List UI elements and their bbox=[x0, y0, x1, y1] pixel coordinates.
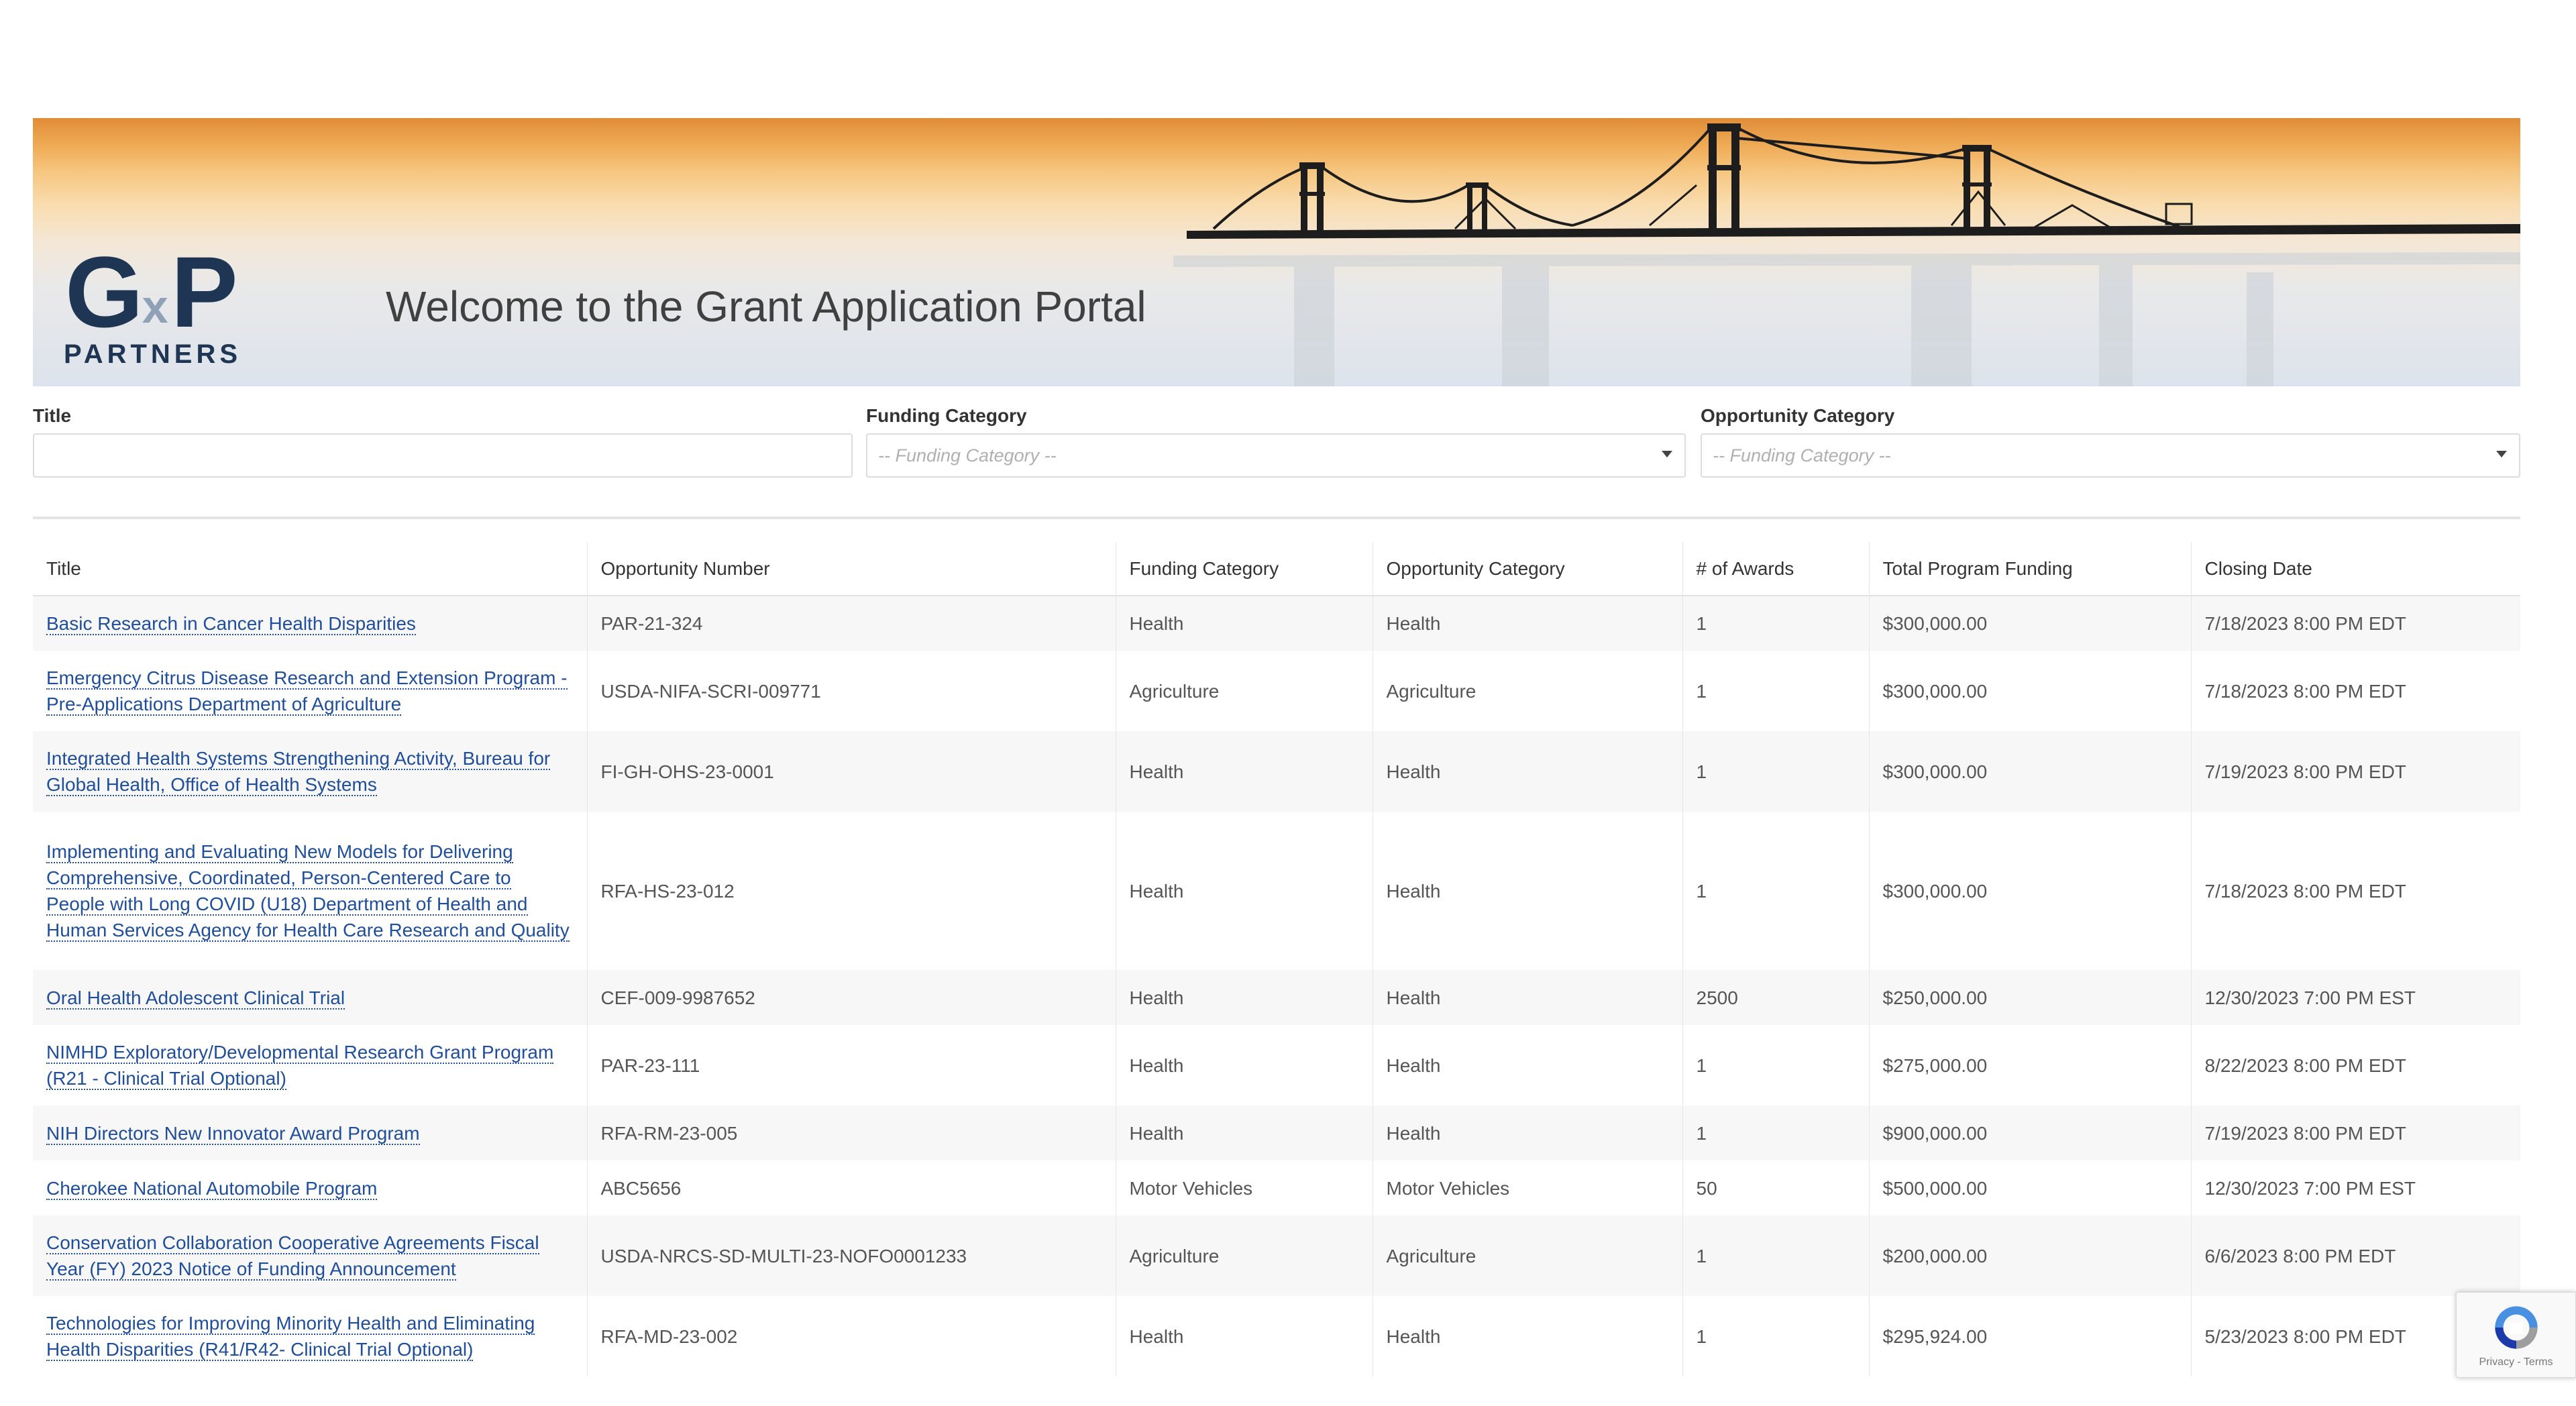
funding-category-label: Funding Category bbox=[866, 405, 1027, 426]
awards-cell: 1 bbox=[1682, 1215, 1869, 1296]
opportunity-category-label: Opportunity Category bbox=[1701, 405, 1895, 426]
opportunity-number-cell: RFA-RM-23-005 bbox=[587, 1105, 1116, 1160]
table-row bbox=[33, 812, 2520, 970]
total-funding-cell: $300,000.00 bbox=[1869, 731, 2191, 812]
opportunity-category-cell: Health bbox=[1373, 596, 1682, 651]
funding-category-cell: Motor Vehicles bbox=[1116, 1160, 1373, 1215]
logo-wordmark: PARTNERS bbox=[64, 339, 242, 369]
opportunity-category-placeholder: -- Funding Category -- bbox=[1713, 445, 1891, 466]
opportunity-number-cell: CEF-009-9987652 bbox=[587, 970, 1116, 1025]
grant-title-link[interactable]: Oral Health Adolescent Clinical Trial bbox=[46, 987, 345, 1008]
funding-category-cell: Health bbox=[1116, 731, 1373, 812]
awards-cell: 1 bbox=[1682, 651, 1869, 731]
funding-category-cell: Health bbox=[1116, 1025, 1373, 1105]
grant-title-cell bbox=[33, 651, 587, 731]
opportunity-category-cell: Health bbox=[1373, 970, 1682, 1025]
total-funding-cell: $900,000.00 bbox=[1869, 1105, 2191, 1160]
table-row bbox=[33, 970, 2520, 1025]
column-header-total-funding[interactable]: Total Program Funding bbox=[1869, 542, 2191, 596]
total-funding-cell: $250,000.00 bbox=[1869, 970, 2191, 1025]
closing-date-cell: 8/22/2023 8:00 PM EDT bbox=[2191, 1025, 2520, 1105]
grant-title-link[interactable]: NIMHD Exploratory/Developmental Research Grant Program (R21 - Clinical Trial Optional) bbox=[46, 1042, 554, 1089]
opportunity-category-cell: Health bbox=[1373, 731, 1682, 812]
closing-date-cell: 12/30/2023 7:00 PM EST bbox=[2191, 970, 2520, 1025]
opportunity-category-cell: Agriculture bbox=[1373, 1215, 1682, 1296]
table-row bbox=[33, 1105, 2520, 1160]
grant-title-link[interactable]: Cherokee National Automobile Program bbox=[46, 1177, 378, 1199]
opportunity-category-cell: Health bbox=[1373, 812, 1682, 970]
total-funding-cell: $300,000.00 bbox=[1869, 651, 2191, 731]
title-filter-input[interactable] bbox=[33, 433, 853, 478]
grant-title-link[interactable]: Implementing and Evaluating New Models for Delivering Comprehensive, Coordinated, Person-Centered Care to People with Long COVID (U18) Department of Health and Human Services Agency for Health Care Research and Quality bbox=[46, 841, 570, 940]
funding-category-placeholder: -- Funding Category -- bbox=[878, 445, 1057, 466]
grant-title-cell bbox=[33, 812, 587, 970]
grant-title-link[interactable]: Emergency Citrus Disease Research and Extension Program - Pre-Applications Department of Agriculture bbox=[46, 667, 568, 714]
opportunity-category-cell: Health bbox=[1373, 1296, 1682, 1376]
awards-cell: 1 bbox=[1682, 812, 1869, 970]
total-funding-cell: $295,924.00 bbox=[1869, 1296, 2191, 1376]
recaptcha-badge[interactable] bbox=[2456, 1292, 2576, 1378]
title-filter-label: Title bbox=[33, 405, 72, 426]
funding-category-select[interactable] bbox=[866, 433, 1686, 478]
gp-partners-logo[interactable] bbox=[61, 235, 262, 380]
opportunity-category-cell: Agriculture bbox=[1373, 651, 1682, 731]
awards-cell: 1 bbox=[1682, 1296, 1869, 1376]
total-funding-cell: $200,000.00 bbox=[1869, 1215, 2191, 1296]
closing-date-cell: 6/6/2023 8:00 PM EDT bbox=[2191, 1215, 2520, 1296]
total-funding-cell: $500,000.00 bbox=[1869, 1160, 2191, 1215]
opportunity-number-cell: USDA-NRCS-SD-MULTI-23-NOFO0001233 bbox=[587, 1215, 1116, 1296]
funding-category-cell: Agriculture bbox=[1116, 651, 1373, 731]
section-divider bbox=[33, 517, 2520, 519]
grant-title-link[interactable]: NIH Directors New Innovator Award Program bbox=[46, 1122, 420, 1144]
funding-category-cell: Health bbox=[1116, 1296, 1373, 1376]
recaptcha-icon bbox=[2490, 1301, 2542, 1354]
logo-mark: GxP bbox=[65, 235, 234, 348]
total-funding-cell: $300,000.00 bbox=[1869, 812, 2191, 970]
opportunity-category-filter bbox=[1701, 405, 2520, 490]
closing-date-cell: 7/18/2023 8:00 PM EDT bbox=[2191, 651, 2520, 731]
opportunity-category-cell: Health bbox=[1373, 1105, 1682, 1160]
awards-cell: 1 bbox=[1682, 596, 1869, 651]
column-header-closing-date[interactable]: Closing Date bbox=[2191, 542, 2520, 596]
awards-cell: 2500 bbox=[1682, 970, 1869, 1025]
opportunity-category-cell: Motor Vehicles bbox=[1373, 1160, 1682, 1215]
opportunity-number-cell: PAR-23-111 bbox=[587, 1025, 1116, 1105]
funding-category-cell: Health bbox=[1116, 970, 1373, 1025]
grant-title-cell bbox=[33, 1296, 587, 1376]
awards-cell: 1 bbox=[1682, 1105, 1869, 1160]
grant-title-link[interactable]: Technologies for Improving Minority Health and Eliminating Health Disparities (R41/R42- Clinical Trial Optional) bbox=[46, 1313, 535, 1360]
funding-category-cell: Health bbox=[1116, 1105, 1373, 1160]
opportunity-category-select[interactable] bbox=[1701, 433, 2520, 478]
grant-title-cell bbox=[33, 1025, 587, 1105]
opportunity-number-cell: ABC5656 bbox=[587, 1160, 1116, 1215]
column-header-opportunity-category[interactable]: Opportunity Category bbox=[1373, 542, 1682, 596]
total-funding-cell: $275,000.00 bbox=[1869, 1025, 2191, 1105]
table-row bbox=[33, 651, 2520, 731]
table-row bbox=[33, 1025, 2520, 1105]
table-row bbox=[33, 1215, 2520, 1296]
opportunity-number-cell: RFA-HS-23-012 bbox=[587, 812, 1116, 970]
header-banner bbox=[33, 118, 2520, 386]
grant-title-link[interactable]: Integrated Health Systems Strengthening Activity, Bureau for Global Health, Office of Health Systems bbox=[46, 748, 551, 795]
closing-date-cell: 7/19/2023 8:00 PM EDT bbox=[2191, 731, 2520, 812]
closing-date-cell: 7/18/2023 8:00 PM EDT bbox=[2191, 812, 2520, 970]
grant-title-cell bbox=[33, 731, 587, 812]
grant-title-cell bbox=[33, 596, 587, 651]
title-filter bbox=[33, 405, 853, 490]
closing-date-cell: 7/18/2023 8:00 PM EDT bbox=[2191, 596, 2520, 651]
opportunity-number-cell: FI-GH-OHS-23-0001 bbox=[587, 731, 1116, 812]
table-row bbox=[33, 1160, 2520, 1215]
chevron-down-icon bbox=[1662, 451, 1672, 457]
awards-cell: 1 bbox=[1682, 731, 1869, 812]
grant-title-link[interactable]: Basic Research in Cancer Health Disparities bbox=[46, 613, 416, 634]
bridge-silhouette-image bbox=[33, 118, 2520, 386]
grant-title-link[interactable]: Conservation Collaboration Cooperative Agreements Fiscal Year (FY) 2023 Notice of Funding Announcement bbox=[46, 1232, 539, 1279]
page-title: Welcome to the Grant Application Portal bbox=[386, 282, 1146, 331]
grants-table bbox=[33, 542, 2520, 1376]
grant-title-cell bbox=[33, 1160, 587, 1215]
funding-category-cell: Health bbox=[1116, 596, 1373, 651]
grant-title-cell bbox=[33, 1105, 587, 1160]
table-row bbox=[33, 596, 2520, 651]
opportunity-number-cell: USDA-NIFA-SCRI-009771 bbox=[587, 651, 1116, 731]
funding-category-cell: Health bbox=[1116, 812, 1373, 970]
grant-title-cell bbox=[33, 1215, 587, 1296]
opportunity-number-cell: PAR-21-324 bbox=[587, 596, 1116, 651]
chevron-down-icon bbox=[2496, 451, 2507, 457]
total-funding-cell: $300,000.00 bbox=[1869, 596, 2191, 651]
opportunity-number-cell: RFA-MD-23-002 bbox=[587, 1296, 1116, 1376]
column-header-funding-category[interactable]: Funding Category bbox=[1116, 542, 1373, 596]
opportunity-category-cell: Health bbox=[1373, 1025, 1682, 1105]
column-header-awards[interactable]: # of Awards bbox=[1682, 542, 1869, 596]
funding-category-filter bbox=[866, 405, 1686, 490]
column-header-opportunity-number[interactable]: Opportunity Number bbox=[587, 542, 1116, 596]
awards-cell: 50 bbox=[1682, 1160, 1869, 1215]
closing-date-cell: 5/23/2023 8:00 PM EDT bbox=[2191, 1296, 2520, 1376]
closing-date-cell: 12/30/2023 7:00 PM EST bbox=[2191, 1160, 2520, 1215]
table-header-row bbox=[33, 542, 2520, 596]
column-header-title[interactable]: Title bbox=[33, 542, 587, 596]
table-row bbox=[33, 1296, 2520, 1376]
recaptcha-privacy-terms[interactable]: Privacy - Terms bbox=[2479, 1356, 2553, 1368]
funding-category-cell: Agriculture bbox=[1116, 1215, 1373, 1296]
awards-cell: 1 bbox=[1682, 1025, 1869, 1105]
grant-title-cell bbox=[33, 970, 587, 1025]
table-row bbox=[33, 731, 2520, 812]
closing-date-cell: 7/19/2023 8:00 PM EDT bbox=[2191, 1105, 2520, 1160]
